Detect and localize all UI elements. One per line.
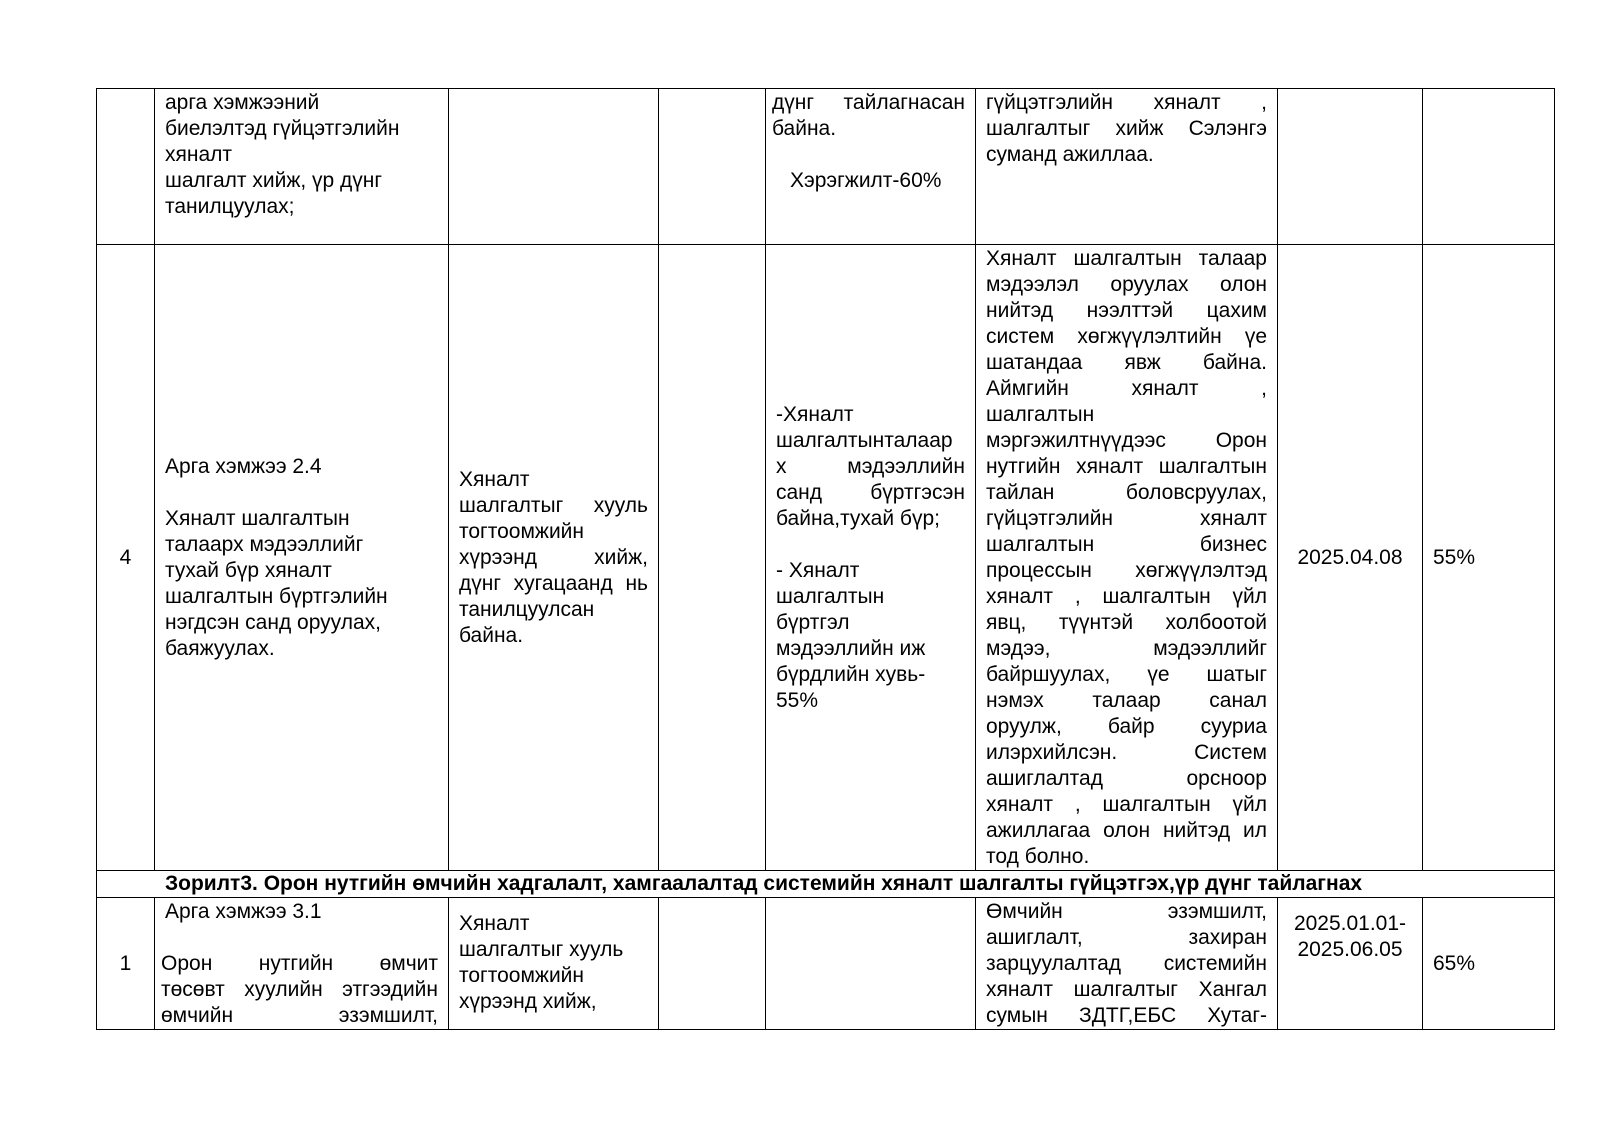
date-cell: 2025.01.01- 2025.06.05: [1278, 898, 1423, 1030]
empty-cell: [659, 245, 766, 871]
progress-cell: Хяналт шалгалтын талаар мэдээлэл оруулах олон нийтэд нээлттэй цахим систем хөгжүүлэлтийн үе шатандаа явж байна. Аймгийн хяналт , шалгалтын мэргэжилтнүүдээс Орон нутгийн хяналт шалгалтын тайлан боловсруулах, гүйцэтгэлийн хяналт шалгалтын бизнес процессын хөгжүүлэлтэд хяналт , шалгалтын үйл явц, түүнтэй холбоотой мэдээ, мэдээллийг байршуулах, үе шатыг нэмэх талаар санал оруулж, байр сууриа илэрхийлсэн. Систем ашиглалтад орсноор хяналт , шалгалтын үйл ажиллагаа олон нийтэд ил тод болно.: [976, 245, 1278, 871]
empty-cell: [659, 89, 766, 245]
progress-cell: гүйцэтгэлийн хяналт , шалгалтыг хийж Сэлэнгэ суманд ажиллаа.: [976, 89, 1278, 245]
empty-cell: [659, 898, 766, 1030]
row-number: 1: [97, 898, 155, 1030]
result-cell: дүнг тайлагнасан байна. Хэрэгжилт-60%: [766, 89, 976, 245]
table-row: [97, 898, 1555, 1030]
table-row: [97, 245, 1555, 871]
criteria-cell: [449, 89, 659, 245]
report-table: [96, 88, 1555, 1030]
measure-cell: Арга хэмжээ 3.1 Орон нутгийн өмчит төсөвт хуулийн этгээдийн өмчийн эзэмшилт,: [155, 898, 449, 1030]
section-row: [97, 871, 1555, 898]
result-cell: [766, 898, 976, 1030]
table-row: [97, 89, 1555, 245]
criteria-cell: Хяналт шалгалтыг хууль тогтоомжийн хүрээнд хийж, дүнг хугацаанд нь танилцуулсан байна.: [449, 245, 659, 871]
percent-cell: [1423, 89, 1555, 245]
measure-cell: Арга хэмжээ 2.4 Хяналт шалгалтын талаарх мэдээллийг тухай бүр хяналт шалгалтын бүртгэлийн нэгдсэн санд оруулах, баяжуулах.: [155, 245, 449, 871]
result-cell: -Хяналт шалгалтынталаар х мэдээллийн санд бүртгэсэн байна,тухай бүр; - Хяналт шалгалтын бүртгэл мэдээллийн иж бүрдлийн хувь- 55%: [766, 245, 976, 871]
progress-cell: Өмчийн эзэмшилт, ашиглалт, захиран зарцуулалтад системийн хяналт шалгалтыг Хангал сумын ЗДТГ,ЕБС Хутаг-: [976, 898, 1278, 1030]
date-cell: 2025.04.08: [1278, 245, 1423, 871]
percent-cell: 55%: [1423, 245, 1555, 871]
measure-cell: арга хэмжээний биелэлтэд гүйцэтгэлийн хяналт шалгалт хийж, үр дүнг танилцуулах;: [155, 89, 449, 245]
date-cell: [1278, 89, 1423, 245]
criteria-cell: Хяналт шалгалтыг хууль тогтоомжийн хүрээнд хийж,: [449, 898, 659, 1030]
percent-cell: 65%: [1423, 898, 1555, 1030]
row-number: [97, 89, 155, 245]
section-title: Зорилт3. Орон нутгийн өмчийн хадгалалт, хамгаалалтад системийн хяналт шалгалты гүйцэтгэх,үр дүнг тайлагнах: [97, 871, 1555, 898]
row-number: 4: [97, 245, 155, 871]
